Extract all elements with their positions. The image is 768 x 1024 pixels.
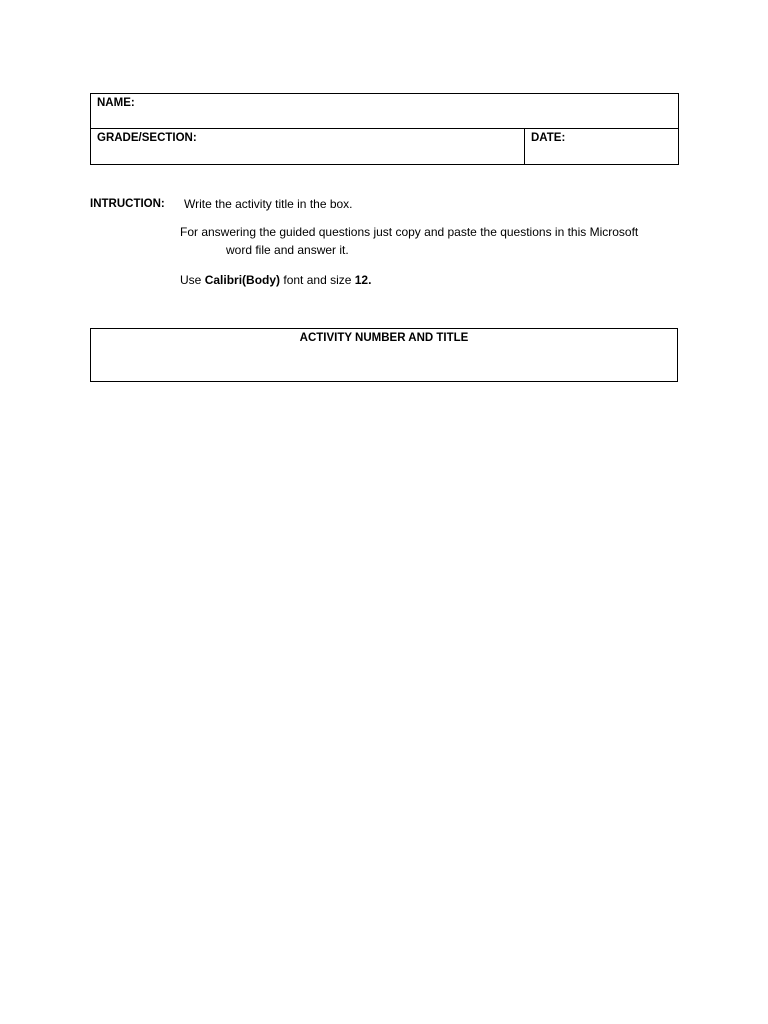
instruction-line-2-continued: word file and answer it. <box>226 243 349 257</box>
instruction-line-1: Write the activity title in the box. <box>184 197 353 211</box>
activity-title-box[interactable] <box>90 328 678 382</box>
name-label: NAME: <box>97 97 135 109</box>
instruction-font-name: Calibri(Body) <box>204 273 281 287</box>
name-row <box>91 94 679 129</box>
instruction-line-2: For answering the guided questions just copy and paste the questions in this Microsoft <box>180 225 639 239</box>
date-field[interactable] <box>525 129 679 165</box>
grade-date-row <box>91 129 679 165</box>
grade-section-label: GRADE/SECTION: <box>97 132 197 144</box>
activity-title-heading: ACTIVITY NUMBER AND TITLE <box>299 332 469 344</box>
instruction-line-3-middle: font and size <box>280 273 355 287</box>
instruction-font-size: 12. <box>354 273 372 287</box>
grade-section-field[interactable] <box>91 129 525 165</box>
name-field[interactable] <box>91 94 679 129</box>
date-label: DATE: <box>531 132 566 144</box>
instruction-line-3-prefix: Use <box>180 273 205 287</box>
instruction-label: INTRUCTION: <box>90 198 165 210</box>
instruction-line-3 <box>180 271 371 289</box>
student-info-table <box>90 93 679 165</box>
